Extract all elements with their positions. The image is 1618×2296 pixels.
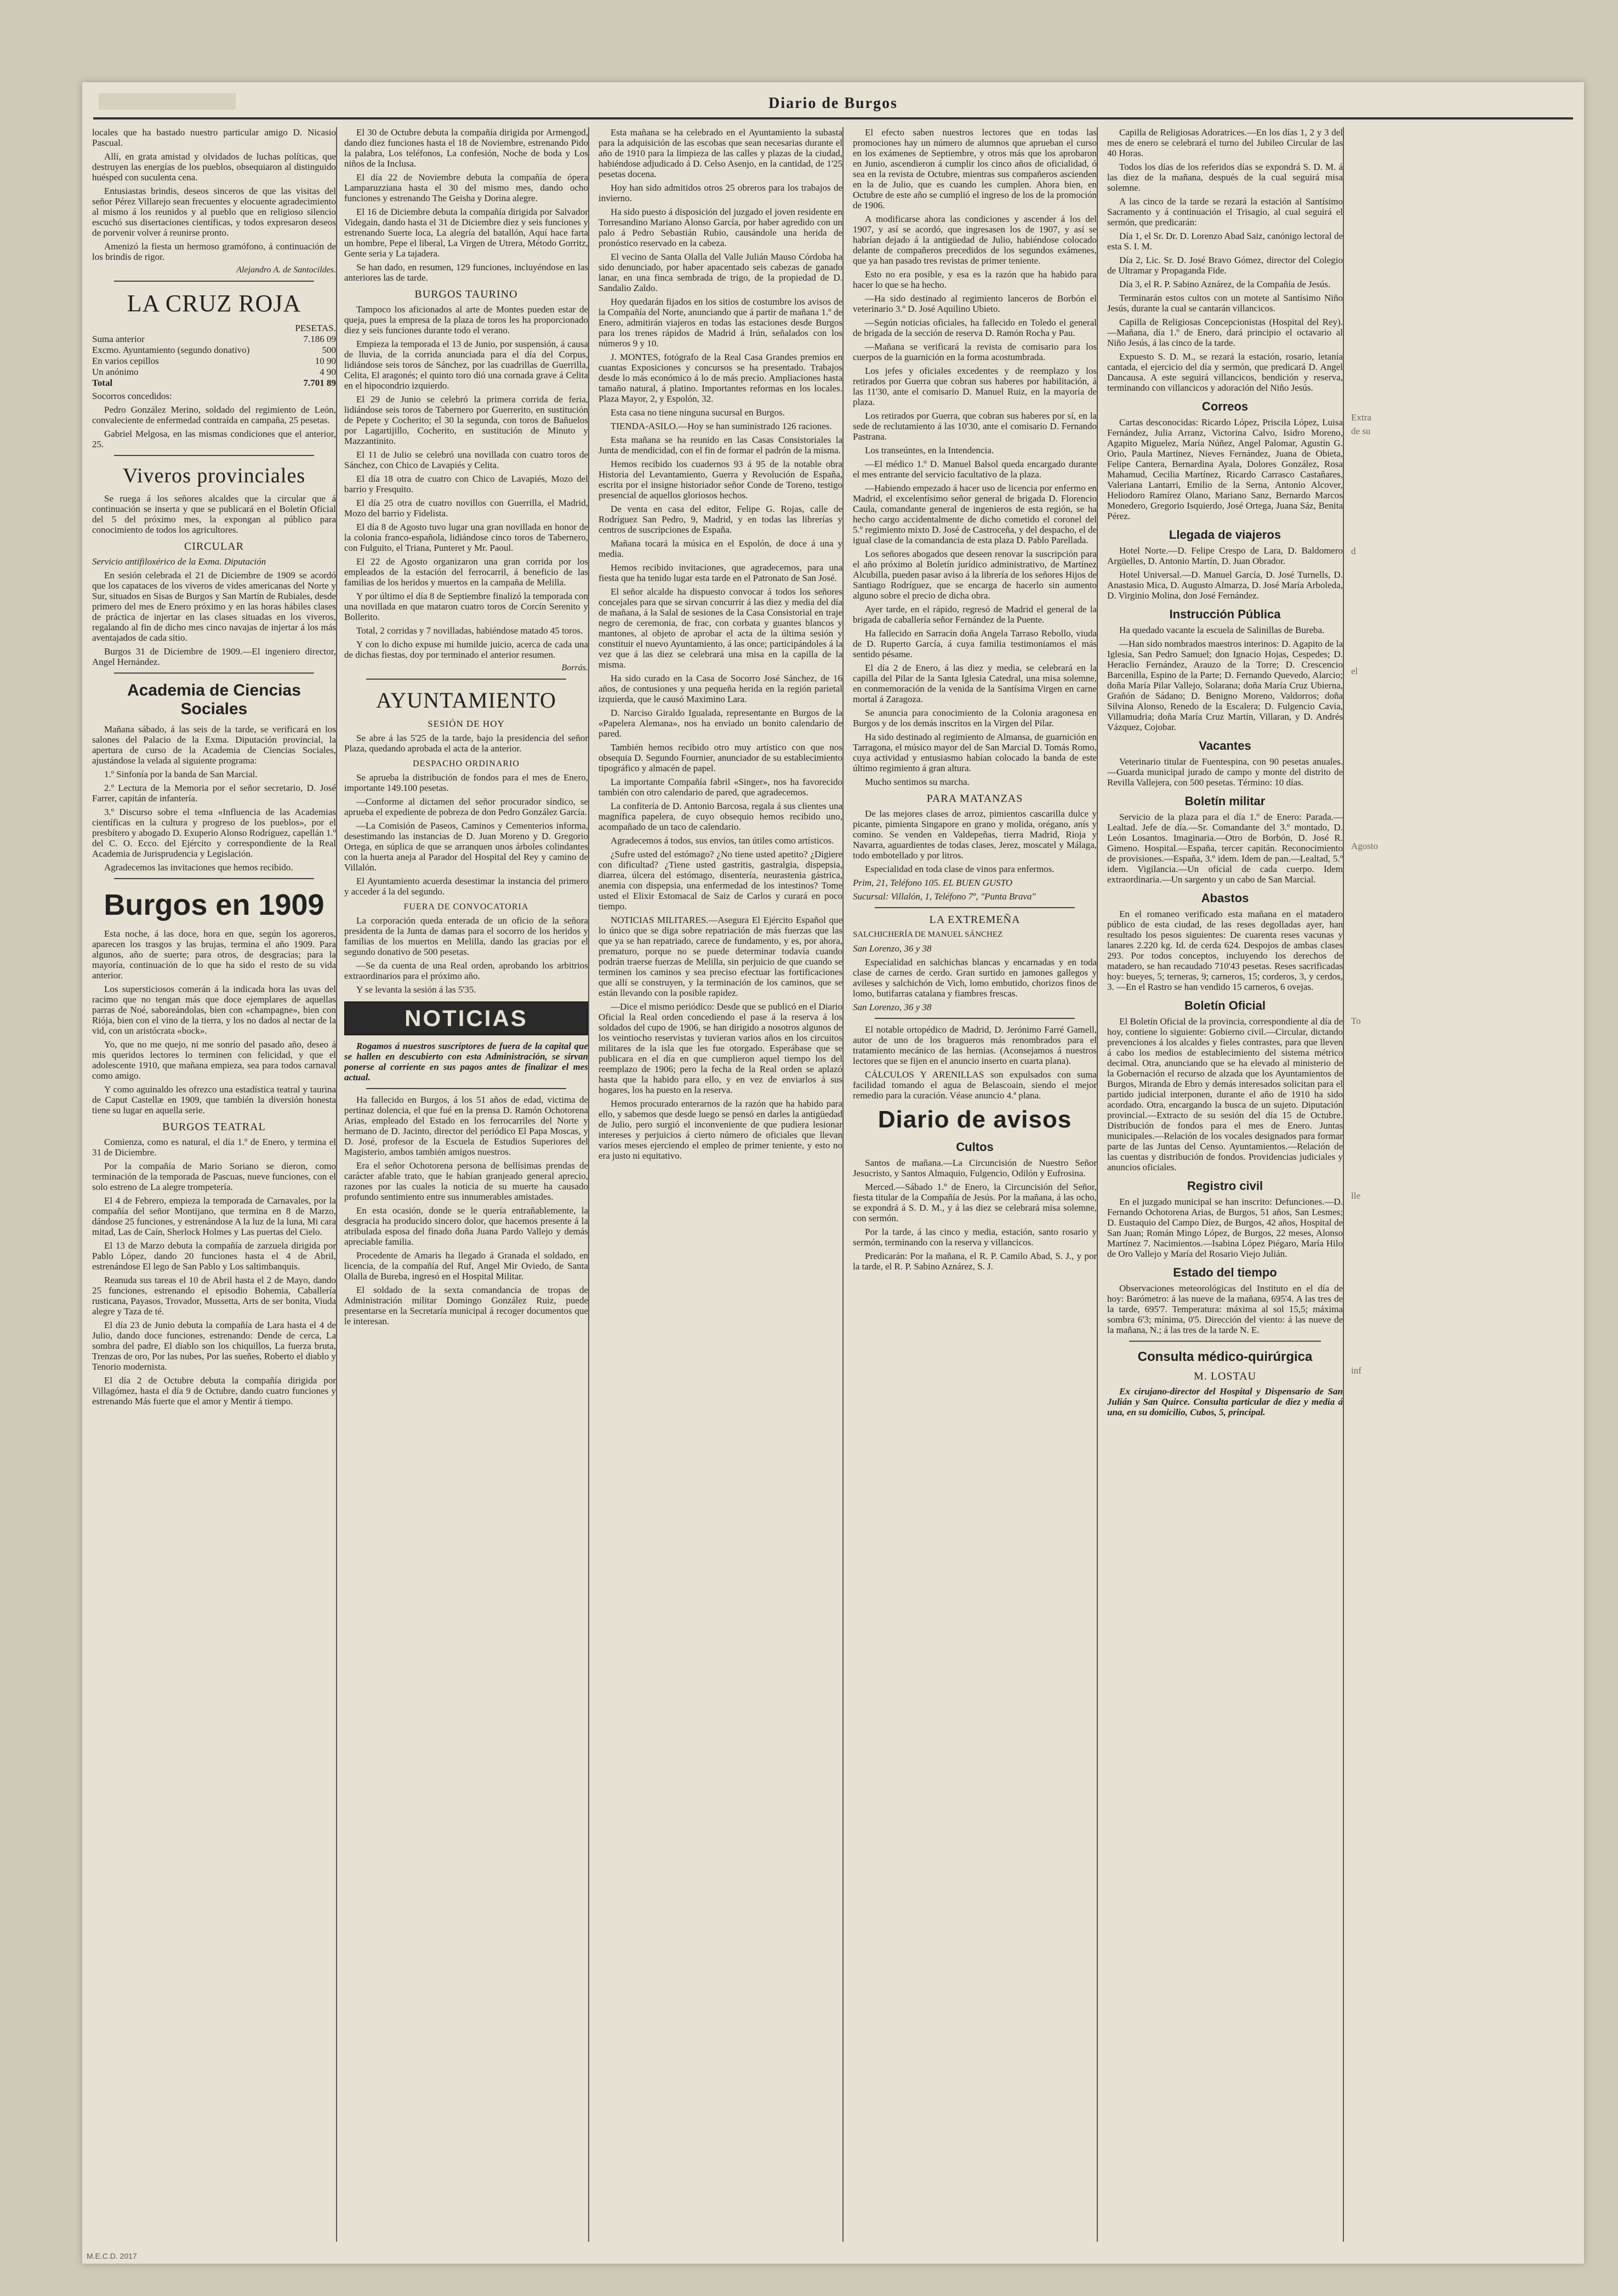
paragraph: Esta mañana se ha reunido en las Casas Consistoriales la Junta de mendicidad, con el fin de formar el padrón de la misma.: [599, 435, 842, 455]
paragraph: Expuesto S. D. M., se rezará la estación, rosario, letanía cantada, el ejercicio del día y sermón, que predicará D. Angel Dancausa. A este seguirá villancicos, bendición y reserva, terminando con villancicos y adoración del Niño Jesús.: [1107, 351, 1343, 393]
paragraph: El día 2 de Octubre debuta la compañía dirigida por Villagómez, hasta el día 9 de Octubre, dando cuatro funciones y estrenando Más fuerte que el amor y Mentir á tiempo.: [92, 1375, 336, 1406]
paragraph: Los transeúntes, en la Intendencia.: [865, 445, 994, 455]
paragraph: Allí, en grata amistad y olvidados de luchas políticas, que destruyen las energías de los pueblos, obsequiaron al distinguido huésped con suculenta cena.: [92, 151, 336, 183]
paragraph: Los señores abogados que deseen renovar la suscripción para el año próximo al Boletín jurídico administrativo, de Martínez Alcubilla, pueden pasar aviso á la librería de los señores Hijos de Santiago Rodríguez, que se encarga de hacerlo sin aumento alguno sobre el precio de dicha obra.: [853, 549, 1097, 601]
fragment: d: [1351, 546, 1356, 556]
paragraph: El notable ortopédico de Madrid, D. Jerónimo Farré Gamell, autor de uno de los bragueros más renombrados para el tratamiento mecánico de las hernias. (Aconsejamos á nuestros lectores que se fijen en el anuncio inserto en cuarta plana).: [853, 1024, 1097, 1066]
paragraph: Hemos recibido invitaciones, que agradecemos, para una fiesta que ha tenido lugar esta tarde en el Patronato de San José.: [599, 562, 842, 583]
paragraph: D. Narciso Giraldo Igualada, representante en Burgos de la «Papelera Alemana», nos ha enviado un bonito calendario de pared.: [599, 708, 842, 739]
paragraph: Esta mañana se ha celebrado en el Ayuntamiento la subasta para la adquisición de las escobas que sean necesarias durante el año de 1910 para la limpieza de las calles y plazas de la ciudad, habiéndose adjudicado á D. Celso Asenjo, en la cantidad, de 1'25 pesetas docena.: [599, 127, 842, 179]
paragraph: El señor alcalde ha dispuesto convocar á todos los señores concejales para que se sirvan concurrir á las diez y media del día de mañana, á la Salal de sesiones de la Casa Consistorial en traje negro de ceremonia, de frac, con corbata y guantes blancos y mantones, al objeto de aprobar el acta de la última sesión y constituir el nuevo Ayuntamiento, á las once; participándoles á la vez que á las diez se celebrará una misa en la capilla de la misma.: [599, 586, 842, 670]
paragraph: De venta en casa del editor, Felipe G. Rojas, calle de Rodríguez San Pedro, 9, Madrid, y en todas las librerías y centros de suscripciones de España.: [599, 504, 842, 535]
paragraph: Se anuncia para conocimiento de la Colonia aragonesa en Burgos y de los demás inscritos en la Virgen del Pilar.: [853, 708, 1097, 728]
ledger-row: Excmo. Ayuntamiento (segundo donativo) 500: [92, 345, 336, 355]
fragment: el: [1351, 666, 1358, 676]
paragraph: A las cinco de la tarde se rezará la estación al Santísimo Sacramento y á continuación el Trisagio, al cual seguirá el sermón, que predicarán:: [1107, 196, 1343, 227]
paragraph: El 30 de Octubre debuta la compañía dirigida por Armengod, dando diez funciones hasta el 18 de Noviembre, estrenando Pido la palabra, Los teléfonos, La confesión, Noche de boda y Los niños de la Inclusa.: [344, 127, 588, 169]
archive-watermark: M.E.C.D. 2017: [87, 2252, 137, 2260]
paragraph: Entusiastas brindis, deseos sinceros de que las visitas del señor Pérez Villarejo sean frecuentes y elocuente agradecimiento al mismo á los reunidos y al pueblo que en religioso silencio escuchó sus disertaciones científicas, y todos expresaron deseos de porvenir volver á reunirse pronto.: [92, 186, 336, 238]
paragraph: Se aprueba la distribución de fondos para el mes de Enero, importante 149.100 pesetas.: [344, 772, 588, 793]
heading-instruccion: Instrucción Pública: [1169, 607, 1281, 621]
paragraph: —Habiendo empezado á hacer uso de licencia por enfermo en Madrid, el excelentísimo señor general de brigada D. Florencio Caula, comandante general de ingenieros de esta región, se ha hecho cargo accidentalmente de dicho cometido el coronel del 5.º regimiento mixto D. José de Castroceña, y del despacho, el de igual clase de la comandancia de esta plaza D. Pablo Parellada.: [853, 483, 1097, 545]
divider: [114, 455, 314, 456]
paragraph: Y se levanta la sesión á las 5'35.: [356, 984, 476, 995]
paragraph: Se ruega á los señores alcaldes que la circular que á continuación se inserta y que se publicará en el Boletín Oficial del 5 del próximo mes, la expongan al público para conocimiento de todos los agricultores.: [92, 493, 336, 535]
fragment: Agosto: [1351, 841, 1378, 851]
heading-cruz-roja: LA CRUZ ROJA: [127, 290, 301, 317]
paragraph: Ha sido puesto á disposición del juzgado el joven residente en Torresandino Mariano Alonso García, por haber agredido con un palo á Pedro Sebastián Rubio, causándole una herida de pronóstico reservado en la cabeza.: [599, 207, 842, 248]
paragraph: Mucho sentimos su marcha.: [865, 777, 970, 787]
paragraph: De las mejores clases de arroz, pimientos cascarilla dulce y picante, pimienta Singapore en grano y molida, orégano, anís y comino. Se venden en Valdepeñas, tierra Madrid, Rioja y Navarra, aguardientes de todas clases, Jerez, moscatel y Málaga, todo embotellado y por litros.: [853, 808, 1097, 861]
heading-correos: Correos: [1201, 400, 1249, 413]
paragraph: TIENDA-ASILO.—Hoy se han suministrado 126 raciones.: [611, 421, 832, 431]
signature: Borrás.: [561, 663, 588, 673]
ledger-header: PESETAS.: [295, 323, 336, 333]
heading-burgos-1909: Burgos en 1909: [104, 888, 324, 921]
paragraph: El 11 de Julio se celebró una novillada con cuatro toros de Sánchez, con Chico de Lavapiés y Celita.: [344, 449, 588, 470]
address: San Lorenzo, 36 y 38: [853, 943, 932, 954]
paragraph: El 22 de Agosto organizaron una gran corrida por los empleados de la estación del ferrocarril, á beneficio de las familias de los heridos y muertos en la campaña de Melilla.: [344, 556, 588, 588]
fragment: inf: [1351, 1365, 1361, 1376]
paragraph: 3.º Discurso sobre el tema «Influencia de las Academias científicas en la cultura y progreso de los pueblos», por el presbítero y abogado D. Exuperio Alonso Rodríguez, capellán 1.º del C. O. Ecco. del Ejército y correspondiente de la Real Academia de Jurisprudencia y Legislación.: [92, 807, 336, 859]
heading-academia: Academia de Ciencias Sociales: [127, 681, 301, 718]
signature: Alejandro A. de Santocildes.: [236, 265, 336, 275]
column-2: [344, 127, 589, 2242]
divider: [114, 673, 314, 674]
paragraph: Veterinario titular de Fuentespina, con 90 pesetas anuales. —Guarda municipal jurado de campo y monte del distrito de Revilla Vallejera, con 500 pesetas. Término: 10 días.: [1107, 756, 1343, 788]
newspaper-page: [82, 82, 1584, 2264]
heading-viveros: Viveros provinciales: [122, 464, 306, 487]
paragraph: —Mañana se verificará la revista de comisario para los cuerpos de la guarnición en la forma acostumbrada.: [853, 341, 1097, 362]
paragraph: Yo, que no me quejo, ni me sonrío del pasado año, deseo á mis queridos lectores lo terminen con felicidad, y que el adolescente 1910, que mañana empieza, sea para todos carnaval como amigo.: [92, 1039, 336, 1081]
masthead: [93, 90, 1573, 119]
paragraph: Esta noche, á las doce, hora en que, según los agoreros, aparecen los trasgos y las brujas, termina el año 1909. Para algunos, año de suerte; para otros, de desgracias; para la mayoría, continuación de lo que ha sido el resto de su vida anterior.: [92, 928, 336, 981]
column-6-fragment: [1351, 127, 1570, 2242]
intro-text: [92, 127, 336, 262]
paragraph: El 13 de Marzo debuta la compañía de zarzuela dirigida por Pablo López, dando 20 funciones hasta el 4 de Abril, estrenándose El lego de San Pablo y Los saltimbanquis.: [92, 1240, 336, 1272]
paragraph: Ha sido destinado al regimiento de Almansa, de guarnición en Tarragona, el músico mayor del de San Marcial D. Tomás Romo, cuya actividad y entusiasmo habían colocado la banda de este último regimiento á gran altura.: [853, 732, 1097, 773]
paragraph: Hotel Universal.—D. Manuel García, D. José Turnells, D. Anastasio Mica, D. Augusto Almarza, D. José María Arboleda, D. Virginio Molina, don José Fernández.: [1107, 569, 1343, 601]
paragraph: En el romaneo verificado esta mañana en el matadero público de esta ciudad, de las reses degolladas ayer, han resultado los pesos siguientes: De cuarenta reses vacunas y lanares 2.220 kg. Id. de cerda 624. Despojos de ambas clases 293. Por todos conceptos, incluyendo los derechos de matadero, se han recaudado 710'43 pesetas. Reses sacrificadas hoy: bueyes, 5; terneras, 9; carneros, 15; corderos, 3, y cerdos, 3. —En el Rastro se han vendido 15 carneros, 6 ovejas.: [1107, 909, 1343, 992]
paragraph: 1.º Sinfonía por la banda de San Marcial.: [104, 769, 258, 779]
heading-fuera: FUERA DE CONVOCATORIA: [403, 902, 529, 911]
address: San Lorenzo, 36 y 38: [853, 1002, 932, 1012]
paragraph: En esta ocasión, donde se le quería entrañablemente, la desgracia ha producido sincero dolor, que hacemos presente á la atribulada esposa del finado doña Juana Pardo Vallejo y demás apreciable familia.: [344, 1205, 588, 1247]
paragraph: Día 3, el R. P. Sabino Aznárez, de la Compañía de Jesús.: [1119, 279, 1331, 289]
paragraph: Mañana tocará la música en el Espolón, de doce á una y media.: [599, 538, 842, 559]
ledger-row: Suma anterior 7.186 09: [92, 334, 336, 344]
ledger-total: Total 7.701 89: [92, 378, 336, 388]
paragraph: ¿Sufre usted del estómago? ¿No tiene usted apetito? ¿Digiere con dificultad? ¿Tiene usted gastritis, gastralgia, dispepsia, diarrea, úlcera del estómago, disentería, neurastenia gástrica, anemia con dispepsia, una enfermedad de los intestinos? Tome usted el Elixir Estomacal de Saiz de Carlos y curará en poco tiempo.: [599, 849, 842, 911]
ledger-row: Un anónimo 4 90: [92, 367, 336, 377]
heading-consulta: Consulta médico-quirúrgica: [1137, 1349, 1313, 1364]
heading-burgos-teatral: BURGOS TEATRAL: [162, 1121, 266, 1133]
paragraph: La importante Compañía fabril «Singer», nos ha favorecido también con otro calendario de pared, que agradecemos.: [599, 777, 842, 797]
paragraph: Observaciones meteorológicas del Instituto en el día de hoy: Barómetro: á las nueve de la mañana, 695'4. A las tres de la tarde, 695'7. Temperatura: máxima al sol 15,5; máxima sombra 6'3; mínima, 0'5. Dirección del viento: á las nueve de la mañana, N.; á las tres de la tarde N. E.: [1107, 1283, 1343, 1335]
consulta-doctor: M. LOSTAU: [1193, 1370, 1257, 1382]
paragraph: Merced.—Sábado 1.º de Enero, la Circuncisión del Señor, fiesta titular de la Compañía de Jesús. Por la mañana, á las ocho, se expondrá á S. D. M., y á las diez se celebrará misa solemne, con sermón.: [853, 1182, 1097, 1223]
heading-noticias: NOTICIAS: [344, 1001, 588, 1035]
paragraph: Total, 2 corridas y 7 novilladas, habiéndose matado 45 toros.: [356, 625, 583, 636]
paragraph: Ex cirujano-director del Hospital y Dispensario de San Julián y San Quirce. Consulta particular de diez y media á una, en su domicilio, Cubos, 5, principal.: [1107, 1386, 1343, 1417]
paragraph: Pedro González Merino, soldado del regimiento de León, convaleciente de enfermedad contraída en campaña, 25 pesetas.: [92, 404, 336, 425]
paragraph: Hotel Norte.—D. Felipe Crespo de Lara, D. Baldomero Argüelles, D. Antonio Martín, D. Juan Obrador.: [1107, 545, 1343, 566]
notice: Rogamos á nuestros suscriptores de fuera de la capital que se hallen en descubierto con esta Administración, se sirvan ponerse al corriente en sus pagos antes de finalizar el mes actual.: [344, 1041, 588, 1083]
paragraph: Especialidad en toda clase de vinos para enfermos.: [865, 864, 1055, 874]
divider: [1129, 1341, 1321, 1342]
paragraph: En el juzgado municipal se han inscrito: Defunciones.—D. Fernando Ochotorena Arias, de Burgos, 51 años, San Lesmes; D. Eustaquio del Campo Díez, de Burgos, 42 años, Hospital de San Juan; Román Mingo López, de Burgos, 22 meses, Alonso Martínez 7. Nacimientos.—Isabina López Piégaro, María Hilo de Oro Vallejo y María del Rosario Viejo Julián.: [1107, 1197, 1343, 1259]
paragraph: El soldado de la sexta comandancia de tropas de Administración militar Domingo González Ruiz, puede presentarse en la Secretaría municipal á recoger documentos que le interesan.: [344, 1285, 588, 1326]
paragraph: Se han dado, en resumen, 129 funciones, incluyéndose en las anteriores las de tarde.: [344, 262, 588, 283]
divider: [114, 878, 314, 879]
column-4: [853, 127, 1098, 2242]
paragraph: locales que ha bastado nuestro particular amigo D. Nicasio Pascual.: [92, 127, 336, 148]
paragraph: Ha quedado vacante la escuela de Salinillas de Bureba.: [1119, 625, 1325, 635]
heading-registro-civil: Registro civil: [1187, 1179, 1263, 1193]
paragraph: Los jefes y oficiales excedentes y de reemplazo y los retirados por Guerra que cobran sus haberes por habilitación, á las 11'30, ante el comisario D. Manuel Ruiz, en la mayoría de plaza.: [853, 366, 1097, 407]
paragraph: El 29 de Junio se celebró la primera corrida de feria, lidiándose seis toros de Tabernero por Guerrerito, en sustitución de Pepete y Cocherito; el 30 la segunda, con toros de Bañuelos por Lagartijillo, Cocherito, en sustitución de Minuto y Mazzantinito.: [344, 394, 588, 446]
paragraph: El día 18 otra de cuatro con Chico de Lavapiés, Mozo del barrio y Fresquito.: [344, 474, 588, 494]
paragraph: El día 8 de Agosto tuvo lugar una gran novillada en honor de la colonia franco-española, lidiándose cinco toros de Tabernero, con Fulguito, el Triana, Punteret y Mr. Paoul.: [344, 522, 588, 553]
paragraph: Se abre á las 5'25 de la tarde, bajo la presidencia del señor Plaza, quedando aprobada el acta de la anterior.: [344, 733, 588, 754]
paragraph: —Ha sido destinado al regimiento lanceros de Borbón el veterinario 3.º D. José Aquilino Ubieto.: [853, 293, 1097, 314]
address: Sucursal: Villalón, 1, Teléfono 7º, "Punta Brava": [853, 891, 1036, 902]
fragment: lle: [1351, 1190, 1360, 1201]
paragraph: El efecto saben nuestros lectores que en todas las promociones hay un número de alumnos que aprueban el curso en los exámenes de Septiembre, y otros más que los aprobaron en Junio, ascendieron á cumplir los cinco años de oficialidad, ó sea en la revista de Octubre, mientras sus compañeros ascienden en la de Julio, que es cuando les cumplen. Ahora bien, en Octubre de este año se cumplió el ingreso de los de la promoción de 1906.: [853, 127, 1097, 210]
paragraph: Y como aguinaldo les ofrezco una estadística teatral y taurina de Caput Castellæ en 1909, que también la diversión honesta tiene su lugar en aquella serie.: [92, 1084, 336, 1115]
paragraph: Hoy quedarán fijados en los sitios de costumbre los avisos de la Compañía del Norte, anunciando que á partir de mañana 1.º de Enero, admitirán viajeros en todas las estaciones desde Burgos para los trenes rápidos de Madrid á Irún, señalados con los números 9 y 10.: [599, 297, 842, 349]
paragraph: En sesión celebrada el 21 de Diciembre de 1909 se acordó que los capataces de los viveros de vides americanas del Norte y Sur, situados en Sisas de Burgos y San Martín de Rubiales, desde primero del mes de Enero próximo y en las horas hábiles clases de práctica de injertar en las clases situadas en los viveros, regalando al fin de dicho mes cinco navajas de injertar á los más aventajados de cada sitio.: [92, 570, 336, 643]
paragraph: La corporación queda enterada de un oficio de la señora presidenta de la Junta de damas para el socorro de los heridos y familias de los muertos en Melilla, dando las gracias por el segundo donativo de 500 pesetas.: [344, 915, 588, 957]
paragraph: Procedente de Amaris ha llegado á Granada el soldado, en licencia, de la compañía del Ruf, Angel Mir Oviedo, de Santa Olalla de Bureba, ingresó en el Hospital Militar.: [344, 1250, 588, 1281]
paragraph: Esta casa no tiene ninguna sucursal en Burgos.: [611, 407, 785, 418]
paragraph: Hemos procurado enterarnos de la razón que ha habido para ello, y sabemos que desde luego se pensó en darles la antigüedad de Julio, pero surgió el inconveniente de que pudiera lesionar intereses y perjuicios á cierto número de oficiales que llevan varios meses ejerciendo el empleo de primer teniente, y esto no era justo ni equitativo.: [599, 1098, 842, 1161]
column-5: [1107, 127, 1344, 2242]
column-3: [599, 127, 844, 2242]
paragraph: Capilla de Religiosas Adoratrices.—En los días 1, 2 y 3 del mes de enero se celebrará el turno del Jubileo Circular de las 40 Horas.: [1107, 127, 1343, 158]
paragraph: Y con lo dicho expuse mi humilde juicio, acerca de cada una de dichas fiestas, doy por terminado el anterior resumen.: [344, 639, 588, 660]
paragraph: Socorros concedidos:: [92, 391, 172, 401]
paragraph: CÁLCULOS Y ARENILLAS son expulsados con suma facilidad tomando el agua de Belascoain, siendo el mejor remedio para la curación. Véase anuncio 4.ª plana.: [853, 1069, 1097, 1101]
divider: [114, 281, 314, 282]
donation-ledger: [92, 323, 336, 389]
paragraph: Comienza, como es natural, el día 1.º de Enero, y termina el 31 de Diciembre.: [92, 1137, 336, 1158]
fragment: de su: [1351, 426, 1371, 436]
paragraph: 2.º Lectura de la Memoria por el señor secretario, D. José Farrer, capitán de infantería.: [92, 783, 336, 804]
paragraph: El 4 de Febrero, empieza la temporada de Carnavales, por la compañía del señor Montijano, que termina en 8 de Marzo, dándose 25 funciones, y estrenándose A la luz de la luna, Mi cara mitad, Las de Caín, Sherlock Holmes y Las puertas del Cielo.: [92, 1195, 336, 1237]
paragraph: Amenizó la fiesta un hermoso gramófono, á continuación de los brindis de rigor.: [92, 241, 336, 262]
heading-extremena: LA EXTREMEÑA: [929, 914, 1021, 926]
masthead-title: Diario de Burgos: [768, 95, 898, 112]
paragraph: Tampoco los aficionados al arte de Montes pueden estar de queja, pues la empresa de la plaza de toros les ha proporcionado diez y seis funciones durante todo el verano.: [344, 304, 588, 335]
heading-matanzas: PARA MATANZAS: [926, 793, 1023, 805]
paragraph: El día 2 de Enero, á las diez y media, se celebrará en la capilla del Pilar de la Santa Iglesia Catedral, una misa solemne, en conmemoración de la venida de la Santísima Virgen en carne mortal á Zaragoza.: [853, 663, 1097, 704]
paragraph: NOTICIAS MILITARES.—Asegura El Ejército Español que lo único que se diga sobre repatriación de más fuerzas que las que ya se han repatriado, carece de fundamento, y es, por ahora, prematuro, porque no se puede determinar todavía cuando podrán traerse fuerzas de Melilla, sin perjuicio de que cuando se terminen los caminos y sea preciso efectuar las fortificaciones que allí se construyen, y la terminación de los caminos, que se están llevando con la posible rapidez.: [599, 915, 842, 998]
paragraph: El día 23 de Junio debuta la compañía de Lara hasta el 4 de Julio, dando doce funciones, estrenando: Dende de cerca, La sombra del padre, El diablo son los chiquillos, La fuerza bruta, Trenzas de oro, Por las nubes, Por las sueñes, Roberto el diablo y Tenorio modernista.: [92, 1320, 336, 1372]
heading-boletin-militar: Boletín militar: [1184, 794, 1266, 808]
paragraph: Ha fallecido en Burgos, á los 51 años de edad, victima de pertinaz dolencia, el que fué en la prensa D. Ramón Ochotorena Arias, empleado del Estado en los ferrocarriles del Norte y hermano de D. Jacinto, director del periódico El Papa Moscas, y D. José, profesor de la Escuela de Estudios Superiores del Magisterio, ambos también amigos nuestros.: [344, 1095, 588, 1157]
paragraph: El Boletín Oficial de la provincia, correspondiente al día de hoy, contiene lo siguiente: Gobierno civil.—Circular, dictando prevenciones á los alcaldes y fieles contrastes, para que lleven á cabo los medios de establecimiento del sistema métrico decimal. Otra, anunciando que se ha elevado al ministerio de la Gobernación el recurso de alzada que los Ayuntamientos de Burgos, Miranda de Ebro y demás interesados solicitan para el partido judicial interponen, durante el año de 1910 ha sido acordado. Otra, encargando la busca de un sujeto. Diputación provincial.—Extracto de su sesión del día 15 de Octubre. Distribución de fondos para el mes de Enero. Juntas municipales.—Relación de los vocales designados para formar parte de las Juntas del Censo. Ayuntamientos.—Relación de las cuentas y distribución de fondos. Providencias judiciales y anuncios oficiales.: [1107, 1016, 1343, 1172]
paragraph: Hemos recibido los cuadernos 93 á 95 de la notable obra Historia del Levantamiento, Guerra y Revolución de España, escrita por el insigne historiador señor Conde de Toreno, testigo presencial de aquellos gloriosos hechos.: [599, 459, 842, 500]
paragraph: Empieza la temporada el 13 de Junio, por suspensión, á causa de lluvia, de la corrida anunciada para el día del Corpus, lidiándose seis toros de Sánchez, por las cuadrillas de Guerrilla, Celita, El aragonés; el quinto toro dió una cornada grave á Celita en el hipocondrio izquierdo.: [344, 339, 588, 391]
paragraph: —La Comisión de Paseos, Caminos y Cementerios informa, desestimando las instancias de D. Juan Moreno y D. Gregorio Ortega, en súplica de que se arranquen unos árboles colindantes con la huerta aneja al Parador del Hospital del Rey y camino de Villalón.: [344, 821, 588, 873]
subheading: Servicio antifiloxérico de la Exma. Diputación: [92, 556, 266, 567]
paragraph: Ayer tarde, en el rápido, regresó de Madrid el general de la brigada de caballería señor Fernández de la Puente.: [853, 604, 1097, 625]
paragraph: —Conforme al dictamen del señor procurador síndico, se aprueba el expediente de pobreza de don Pedro González García.: [344, 796, 588, 817]
paragraph: El día 22 de Noviembre debuta la compañía de ópera Lamparuzziana hasta el 30 del mismo mes, dando ocho funciones y estrenando The Geisha y Dorina alegre.: [344, 172, 588, 203]
paragraph: Día 1, el Sr. Dr. D. Lorenzo Abad Saiz, canónigo lectoral de esta S. I. M.: [1107, 231, 1343, 252]
divider: [366, 679, 566, 680]
heading-viajeros: Llegada de viajeros: [1169, 528, 1281, 542]
heading-sesion: SESIÓN DE HOY: [428, 719, 505, 729]
fragment: To: [1351, 1016, 1361, 1026]
paragraph: Capilla de Religiosas Concepcionistas (Hospital del Rey).—Mañana, día 1.º de Enero, dará principio el octavario al Niño Jesús, á las cinco de la tarde.: [1107, 317, 1343, 348]
paragraph: Por la compañía de Mario Soriano se dieron, como terminación de la temporada de Pascuas, nueve funciones, con el solo estreno de La alegre trompetería.: [92, 1161, 336, 1192]
paragraph: Santos de mañana.—La Circuncisión de Nuestro Señor Jesucristo, y Santos Almaquio, Fulgencio, Odilón y Eufrosina.: [853, 1158, 1097, 1178]
paragraph: También hemos recibido otro muy artístico con que nos obsequia D. Segundo Fournier, anunciador de su establecimiento tipográfico y almacén de papel.: [599, 742, 842, 773]
heading-tiempo: Estado del tiempo: [1173, 1266, 1277, 1279]
heading-ayuntamiento: AYUNTAMIENTO: [376, 688, 556, 713]
paragraph: Los supersticiosos comerán á la indicada hora las uvas del racimo que no tengan más que doce ejemplares de aquellas parras de Noé, saboreándolas, bien con «champagne», bien con Riója, bien con el vino de la tierra, y los no dados al nectar de la vid, con un aristócrata «bock».: [92, 984, 336, 1036]
paragraph: El Ayuntamiento acuerda desestimar la instancia del primero y acceder á la del segundo.: [344, 876, 588, 897]
heading-vacantes: Vacantes: [1199, 739, 1251, 753]
paragraph: Mañana sábado, á las seis de la tarde, se verificará en los salones del Palacio de la Exma. Diputación provincial, la apertura de curso de la Academia de Ciencias Sociales, ajustándose la velada al siguiente programa:: [92, 724, 336, 766]
paragraph: Por la tarde, á las cinco y media, estación, santo rosario y sermón, terminando con la reserva y villancicos.: [853, 1227, 1097, 1247]
paragraph: Reanuda sus tareas el 10 de Abril hasta el 2 de Mayo, dando 25 funciones, estrenando el episodio Bohemia, Caballería rusticana, Payasos, Trovador, Mussetta, Arts de ser bonita, Viuda alegre y Taza de té.: [92, 1275, 336, 1317]
paragraph: —Se da cuenta de una Real orden, aprobando los arbitrios extraordinarios para el próximo año.: [344, 960, 588, 981]
paragraph: Burgos 31 de Diciembre de 1909.—El ingeniero director, Angel Hernández.: [92, 646, 336, 667]
paragraph: Esto no era posible, y esa es la razón que ha habido para hacer lo que se ha hecho.: [853, 269, 1097, 290]
fragment: Extra: [1351, 412, 1371, 423]
paragraph: El día 25 otra de cuatro novillos con Guerrilla, el Madrid, Mozo del barrio y Fidelista.: [344, 498, 588, 519]
column-1: [92, 127, 337, 2242]
heading-boletin-oficial: Boletín Oficial: [1184, 999, 1266, 1012]
paragraph: A modificarse ahora las condiciones y ascender á los del 1907, y así se acordó, que ingresasen los de 1907, y así se habrían dejado á la antigüedad de Julio, habiéndose colocado delante de compañeros precedidos de los segundos exámenes, que ya han pasado tres revistas de primer teniente.: [853, 214, 1097, 266]
paragraph: Servicio de la plaza para el día 1.º de Enero: Parada.—Lealtad. Jefe de día.—Sr. Comandante del 3.º montado, D. León Losantos. Imaginaria.—Otro de Borbón, D. José R. Gimeno. Hospital.—España, tercer capitán. Reconocimiento de provisiones.—España, 3.º idem. Idem de pan.—Lealtad, 5.º idem. Vigilancia.—Un oficial de cada cuerpo. Idem extraordinaria.—Un sargento y un cabo de San Marcial.: [1107, 812, 1343, 885]
paragraph: Gabriel Melgosa, en las mismas condiciones que el anterior, 25.: [92, 429, 336, 449]
paragraph: J. MONTES, fotógrafo de la Real Casa Grandes premios en cuantas Exposiciones y concursos se ha presentado. Trabajos desde lo más económico á lo de más precio. Ampliaciones hasta tamaño natural, á platino. Importantes reformas en los locales. Plaza Mayor, 2, y Espolón, 32.: [599, 352, 842, 404]
paragraph: —Según noticias oficiales, ha fallecido en Toledo el general de brigada de la sección de reserva D. Ramón Rocha y Pau.: [853, 317, 1097, 338]
heading-cultos: Cultos: [956, 1140, 994, 1154]
paragraph: Ha sido curado en la Casa de Socorro José Sánchez, de 16 años, de contusiones y una pequeña herida en la región parietal izquierda, que le causó Maximino Lara.: [599, 673, 842, 704]
divider: [875, 1018, 1075, 1019]
address: Prim, 21, Teléfono 105. EL BUEN GUSTO: [853, 878, 1013, 888]
ledger-row: En varios cepillos 10 90: [92, 356, 336, 366]
paragraph: Predicarán: Por la mañana, el R. P. Camilo Abad, S. J., y por la tarde, el R. P. Sabino Aznárez, S. J.: [853, 1251, 1097, 1272]
subheading: SALCHICHERÍA DE MANUEL SÁNCHEZ: [853, 930, 1003, 939]
paragraph: Hoy han sido admitidos otros 25 obreros para los trabajos de invierno.: [599, 183, 842, 203]
masthead-smudge: [99, 93, 236, 110]
paragraph: Cartas desconocidas: Ricardo López, Priscila López, Luisa Fernández, Julia Arranz, Victorina Calvo, Isidro Moreno, Agapito Miguelez, María Núñez, Angel Palomar, Agustín G. Orio, Paula Martínez, Nieves Fernández, Juana de Obieta, Felipe Cantera, Bernardina Ayala, Dolores González, Rosa Mahamud, Cecilia Martínez, Ricardo Carrasco Castañares, Valeriana Lantarri, Emilio de la Serna, Antonio Alcover, Heliodoro Ramírez Olano, Mariano Sanz, Bernardo Marcos Monedero, Gregorio Isquierdo, José Ortega, Juana Sáz, Benita Pérez.: [1107, 417, 1343, 521]
divider: [366, 1088, 566, 1089]
paragraph: El vecino de Santa Olalla del Valle Julián Mauso Córdoba ha sido denunciado, por haber apacentado seis cabezas de ganado lanar, en una finca sembrada de trigo, de la propiedad de D. Sandalio Zaldo.: [599, 252, 842, 293]
heading-despacho: DESPACHO ORDINARIO: [413, 759, 520, 768]
paragraph: Ha fallecido en Sarracín doña Angela Tarraso Rebollo, viuda de D. Ruperto García, á cuya familia testimoniamos el más sentido pésame.: [853, 628, 1097, 659]
paragraph: Agradecemos las invitaciones que hemos recibido.: [104, 862, 293, 873]
paragraph: Día 2, Lic. Sr. D. José Bravo Gómez, director del Colegio de Ultramar y Propaganda Fide.: [1107, 255, 1343, 276]
paragraph: Especialidad en salchichas blancas y encarnadas y en toda clase de carnes de cerdo. Gran surtido en jamones gallegos y avileses y salchichón de Vich, lomo embutido, chorizos finos de lomo, butifarras catalana y fiambres frescas.: [853, 957, 1097, 999]
heading-circular: CIRCULAR: [184, 540, 244, 552]
divider: [875, 907, 1075, 908]
paragraph: Era el señor Ochotorena persona de bellísimas prendas de carácter afable trato, que le habían granjeado general aprecio, razones por las cuales la noticia de su muerte ha causado profundo sentimiento entre sus innumerables amistades.: [344, 1160, 588, 1202]
paragraph: El 16 de Diciembre debuta la compañía dirigida por Salvador Videgain, dando hasta el 31 de Diciembre diez y seis funciones y estrenando Suerte loca, La alegría del batallón, Aquí hace farta un hombre, Pepe el liberal, La Virgen de Utrera, Método Gorritz, Gente seria y La tajadera.: [344, 207, 588, 259]
paragraph: —El médico 1.º D. Manuel Balsol queda encargado durante el mes entrante del servicio facultativo de la plaza.: [853, 459, 1097, 480]
paragraph: Los retirados por Guerra, que cobran sus haberes por sí, en la sede de reclutamiento á las 10'30, ante el comisario D. Fernando Pastrana.: [853, 411, 1097, 442]
paragraph: —Dice el mismo periódico: Desde que se publicó en el Diario Oficial la Real orden concediendo el pase á la reserva á los soldados del cupo de 1906, se han dirigido a nosotros algunos de los veintiocho reservistas y tuvieran varios años en los circuitos militares de la isla que les fue otorgado. Esperábase que se publicara en el día en que cumplieron aquel tiempo los del reemplazo de 1906; pero la fecha de la Real orden se aplazó hasta que la habido para ello, y en vez de enviarlos á sus hogares, los ha puesto en la reserva.: [599, 1001, 842, 1095]
heading-diario-avisos: Diario de avisos: [878, 1106, 1072, 1133]
paragraph: Agradecemos á todos, sus envíos, tan útiles como artísticos.: [611, 835, 834, 846]
paragraph: Terminarán estos cultos con un motete al Santísimo Niño Jesús, durante la cual se cantarán villancicos.: [1107, 293, 1343, 314]
paragraph: Y por último el día 8 de Septiembre finalizó la temporada con una novillada en que mataron cuatro toros de Corcín Serenito y Bollerito.: [344, 591, 588, 622]
heading-abastos: Abastos: [1201, 891, 1249, 905]
paragraph: La confitería de D. Antonio Barcosa, regala á sus clientes una magnífica papelera, de cuyo obsequio hemos recibido uno, acompañado de un taco de calendario.: [599, 801, 842, 832]
heading-burgos-taurino: BURGOS TAURINO: [414, 288, 518, 300]
paragraph: Todos los días de los referidos días se expondrá S. D. M. á las diez de la mañana, después de la cual seguirá misa solemne.: [1107, 162, 1343, 193]
paragraph: —Han sido nombrados maestros interinos: D. Agapito de la Iglesia, San Pedro Samuel; don Ignacio Hojas, Cespedes; D. Heraclio Fernández, Arauzo de la Torre; D. Crescencio Barcenilla, Espino de la Parte; D. Fernando Quevedo, Alarcio; doña María Pilar Vallejo, Solarana; doña María Cruz Ubierna, Grañón de Sádano; D. Benigno Moreno, Valdorros; doña Silvina Alonso, Renedo de la Escalera; D. Fulgencio Cavia, Villamudria; doña María Cruz Martín, Villaran, y D. Andrés Vázquez, Cojobar.: [1107, 639, 1343, 732]
